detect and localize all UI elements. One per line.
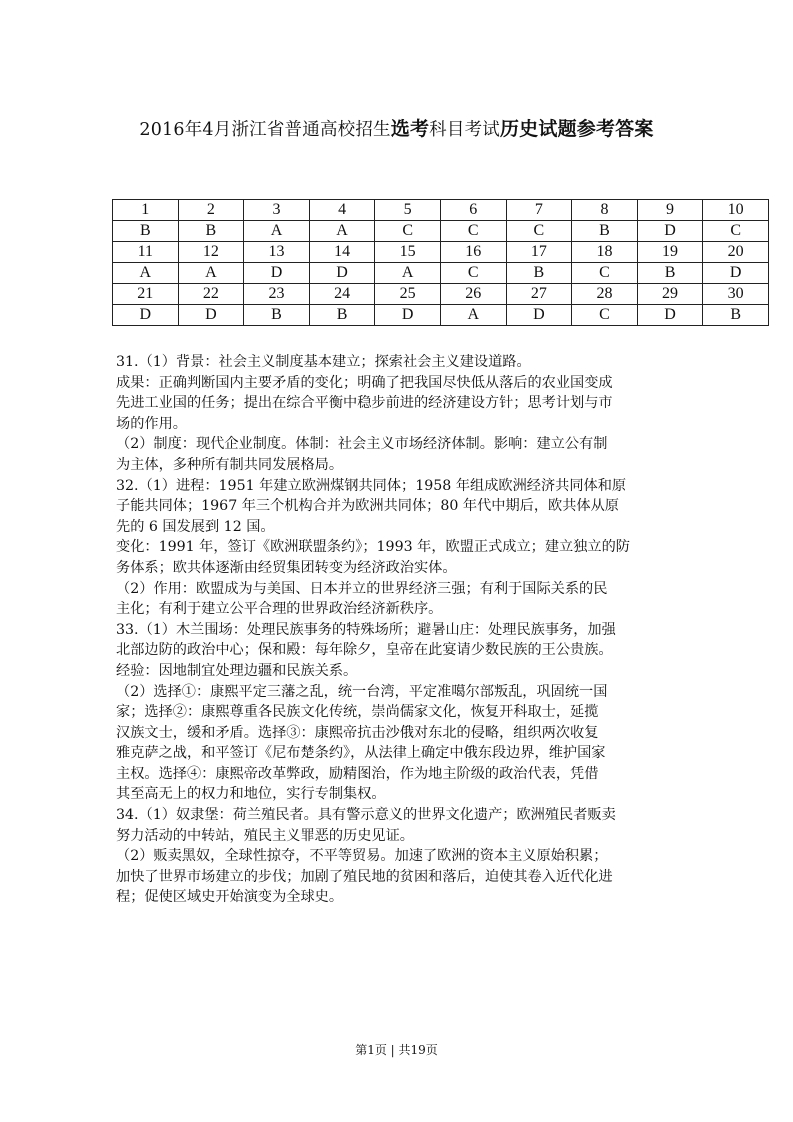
text-line: （2）作用：欧盟成为与美国、日本并立的世界经济三强；有利于国际关系的民 <box>116 580 608 597</box>
table-cell: D <box>244 263 310 284</box>
text-line: 程；促使区域史开始演变为全球史。 <box>116 889 344 906</box>
table-cell: A <box>309 221 375 242</box>
table-cell: 6 <box>440 200 506 221</box>
table-cell: 13 <box>244 242 310 263</box>
table-cell: 19 <box>637 242 703 263</box>
table-row <box>113 200 769 221</box>
text-line: 为主体，多种所有制共同发展格局。 <box>116 456 344 473</box>
text-line: 34.（1）奴隶堡：荷兰殖民者。具有警示意义的世界文化遗产；欧洲殖民者贩卖 <box>116 807 616 824</box>
text-line: 务体系；欧共体逐渐由经贸集团转变为经济政治实体。 <box>116 559 457 576</box>
table-cell: A <box>178 263 244 284</box>
page-title <box>0 114 793 141</box>
table-cell: 20 <box>703 242 769 263</box>
table-cell: C <box>440 221 506 242</box>
table-row <box>113 242 769 263</box>
table-cell: 29 <box>637 284 703 305</box>
table-cell: C <box>440 263 506 284</box>
table-cell: D <box>309 263 375 284</box>
text-line: 33.（1）木兰围场：处理民族事务的特殊场所；避暑山庄：处理民族事务，加强 <box>116 621 616 638</box>
table-cell: D <box>375 305 441 326</box>
table-cell: D <box>113 305 179 326</box>
table-cell: 8 <box>572 200 638 221</box>
text-line: 先进工业国的任务；提出在综合平衡中稳步前进的经济建设方针；思考计划与市 <box>116 395 613 412</box>
table-cell: C <box>572 305 638 326</box>
table-cell: 16 <box>440 242 506 263</box>
text-line: 主化；有利于建立公平合理的世界政治经济新秩序。 <box>116 601 443 618</box>
table-row <box>113 221 769 242</box>
table-cell: A <box>375 263 441 284</box>
table-cell: 26 <box>440 284 506 305</box>
title-bold1: 选考 <box>390 118 430 140</box>
table-cell: 28 <box>572 284 638 305</box>
title-part1: 2016年4月浙江省普通高校招生 <box>139 120 391 140</box>
text-line: 家；选择②：康熙尊重各民族文化传统，崇尚儒家文化，恢复开科取士，延揽 <box>116 704 599 721</box>
table-cell: 30 <box>703 284 769 305</box>
table-cell: C <box>703 221 769 242</box>
answer-text <box>116 352 682 908</box>
table-cell: D <box>178 305 244 326</box>
text-line: 变化：1991 年，签订《欧洲联盟条约》；1993 年，欧盟正式成立；建立独立的防 <box>116 539 630 556</box>
table-cell: B <box>113 221 179 242</box>
text-line: （2）贩卖黑奴，全球性掠夺，不平等贸易。加速了欧洲的资本主义原始积累； <box>116 848 608 865</box>
text-line: 努力活动的中转站，殖民主义罪恶的历史见证。 <box>116 827 414 844</box>
text-line: 场的作用。 <box>116 415 187 432</box>
table-cell: A <box>440 305 506 326</box>
table-cell: B <box>703 305 769 326</box>
table-cell: C <box>375 221 441 242</box>
table-cell: B <box>178 221 244 242</box>
text-line: 其至高无上的权力和地位，实行专制集权。 <box>116 786 386 803</box>
table-cell: B <box>309 305 375 326</box>
table-cell: 14 <box>309 242 375 263</box>
text-line: 31.（1）背景：社会主义制度基本建立；探索社会主义建设道路。 <box>116 354 531 370</box>
table-cell: D <box>506 305 572 326</box>
table-cell: C <box>572 263 638 284</box>
table-cell: 10 <box>703 200 769 221</box>
table-cell: B <box>506 263 572 284</box>
table-cell: 3 <box>244 200 310 221</box>
text-line: 子能共同体；1967 年三个机构合并为欧洲共同体；80 年代中期后，欧共体从原 <box>116 498 619 515</box>
table-cell: 11 <box>113 242 179 263</box>
text-line: 成果：正确判断国内主要矛盾的变化；明确了把我国尽快低从落后的农业国变成 <box>116 374 613 391</box>
table-row <box>113 284 769 305</box>
table-cell: 21 <box>113 284 179 305</box>
table-cell: 1 <box>113 200 179 221</box>
table-cell: 15 <box>375 242 441 263</box>
title-part2: 科目考试 <box>429 120 500 140</box>
table-cell: 7 <box>506 200 572 221</box>
table-cell: 27 <box>506 284 572 305</box>
table-row <box>113 305 769 326</box>
text-line: 32.（1）进程：1951 年建立欧洲煤钢共同体；1958 年组成欧洲经济共同体和原 <box>116 477 627 494</box>
text-line: （2）选择①：康熙平定三藩之乱，统一台湾，平定准噶尔部叛乱，巩固统一国 <box>116 683 608 700</box>
text-line: 汉族文士，缓和矛盾。选择③：康熙帝抗击沙俄对东北的侵略，组织两次收复 <box>116 724 599 741</box>
table-cell: 2 <box>178 200 244 221</box>
table-cell: B <box>244 305 310 326</box>
title-bold2: 历史试题参考答案 <box>499 118 654 140</box>
table-cell: 9 <box>637 200 703 221</box>
table-cell: 18 <box>572 242 638 263</box>
table-cell: D <box>637 221 703 242</box>
table-cell: 5 <box>375 200 441 221</box>
table-cell: B <box>637 263 703 284</box>
table-cell: 4 <box>309 200 375 221</box>
page-footer: 第1页 | 共19页 <box>355 1043 438 1057</box>
table-cell: D <box>637 305 703 326</box>
table-cell: 25 <box>375 284 441 305</box>
text-line: 北部边防的政治中心；保和殿：每年除夕，皇帝在此宴请少数民族的王公贵族。 <box>116 642 613 659</box>
table-cell: C <box>506 221 572 242</box>
text-line: 经验：因地制宜处理边疆和民族关系。 <box>116 662 358 679</box>
text-line: （2）制度：现代企业制度。体制：社会主义市场经济体制。影响：建立公有制 <box>116 436 608 453</box>
table-cell: B <box>572 221 638 242</box>
table-cell: 22 <box>178 284 244 305</box>
table-cell: 24 <box>309 284 375 305</box>
text-line: 主权。选择④：康熙帝改革弊政，励精图治，作为地主阶级的政治代表，凭借 <box>116 765 599 782</box>
text-line: 先的 6 国发展到 12 国。 <box>116 518 275 535</box>
text-line: 加快了世界市场建立的步伐；加剧了殖民地的贫困和落后，迫使其卷入近代化进 <box>116 868 613 885</box>
table-row <box>113 263 769 284</box>
table-cell: D <box>703 263 769 284</box>
table-cell: 12 <box>178 242 244 263</box>
text-line: 雅克萨之战，和平签订《尼布楚条约》，从法律上确定中俄东段边界，维护国家 <box>116 745 606 762</box>
table-cell: A <box>244 221 310 242</box>
table-cell: 23 <box>244 284 310 305</box>
table-cell: A <box>113 263 179 284</box>
answer-table <box>112 199 769 326</box>
table-cell: 17 <box>506 242 572 263</box>
